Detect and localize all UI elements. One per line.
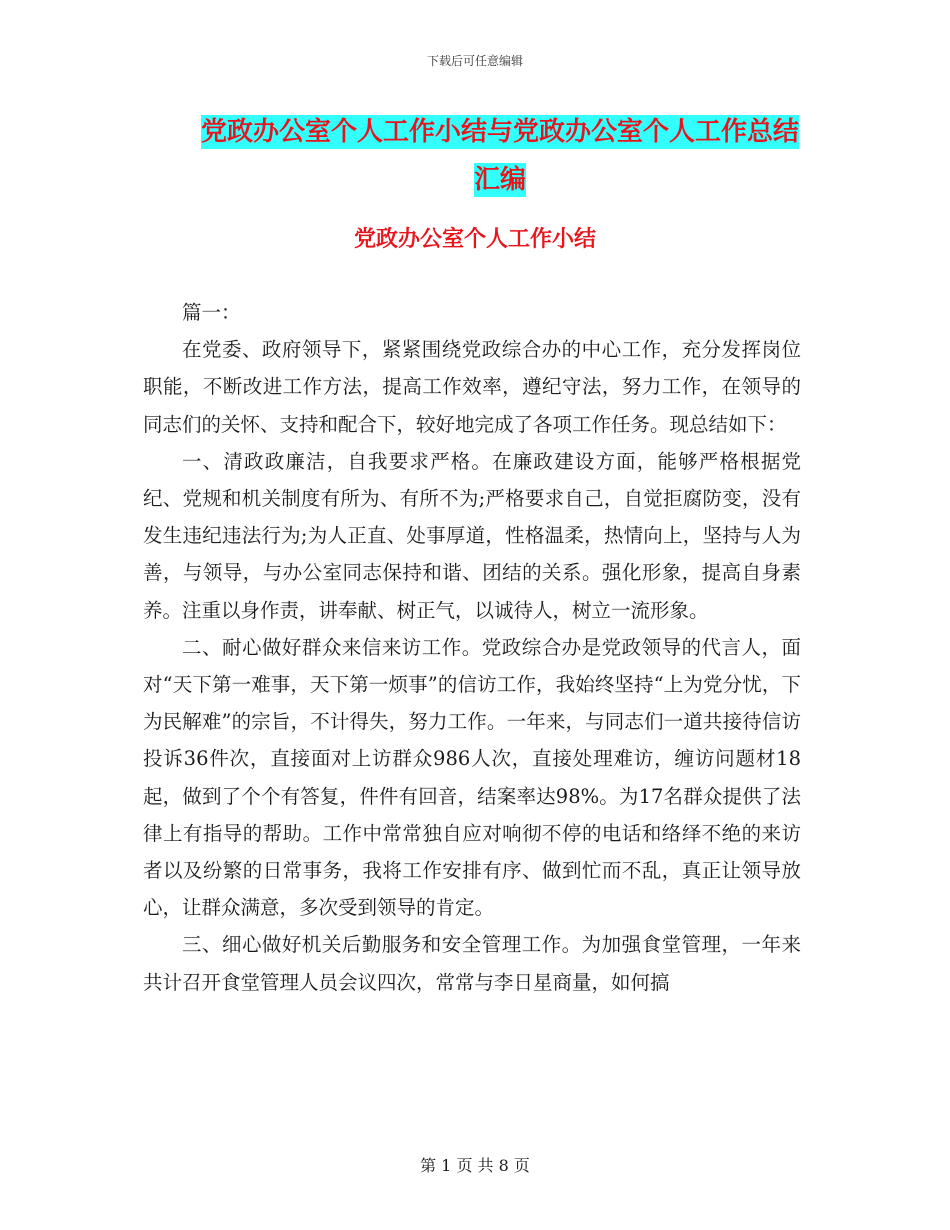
page-header-note: 下载后可任意编辑	[426, 54, 523, 68]
document-title-line2: 汇编	[473, 165, 526, 195]
paragraph: 篇一：	[182, 301, 241, 324]
paragraph: 在党委、政府领导下，紧紧围绕党政综合办的中心工作，充分发挥岗位职能，不断改进工作方法，提高工作效率，遵纪守法，努力工作，在领导的同志们的关怀、支持和配合下，较好地完成了各项工作任务。现总结如下：	[143, 338, 801, 436]
section-title: 党政办公室个人工作小结	[353, 226, 596, 252]
document-body	[143, 294, 801, 1001]
document-title	[140, 108, 860, 204]
page-number: 第 1 页 共 8 页	[420, 1156, 530, 1175]
document-title-line1: 党政办公室个人工作小结与党政办公室个人工作总结	[200, 117, 799, 147]
paragraph: 一、清政政廉洁，自我要求严格。在廉政建设方面，能够严格根据党纪、党规和机关制度有所为、有所不为;严格要求自己，自觉拒腐防变，没有发生违纪违法行为;为人正直、处事厚道，性格温柔，热情向上，坚持与人为善，与领导，与办公室同志保持和谐、团结的关系。强化形象，提高自身素养。注重以身作责，讲奉献、树正气，以诚待人，树立一流形象。	[143, 449, 801, 622]
paragraph: 三、细心做好机关后勤服务和安全管理工作。为加强食堂管理，一年来共计召开食堂管理人员会议四次，常常与李日星商量，如何搞	[143, 933, 801, 994]
paragraph: 二、耐心做好群众来信来访工作。党政综合办是党政领导的代言人，面对“天下第一难事，天下第一烦事”的信访工作，我始终坚持“上为党分忧，下为民解难”的宗旨，不计得失，努力工作。一年来，与同志们一道共接待信访投诉36件次，直接面对上访群众986人次，直接处理难访，缠访问题材18起，做到了个个有答复，件件有回音，结案率达98%。为17名群众提供了法律上有指导的帮助。工作中常常独自应对响彻不停的电话和络绎不绝的来访者以及纷繁的日常事务，我将工作安排有序、做到忙而不乱，真正让领导放心，让群众满意，多次受到领导的肯定。	[143, 635, 801, 920]
